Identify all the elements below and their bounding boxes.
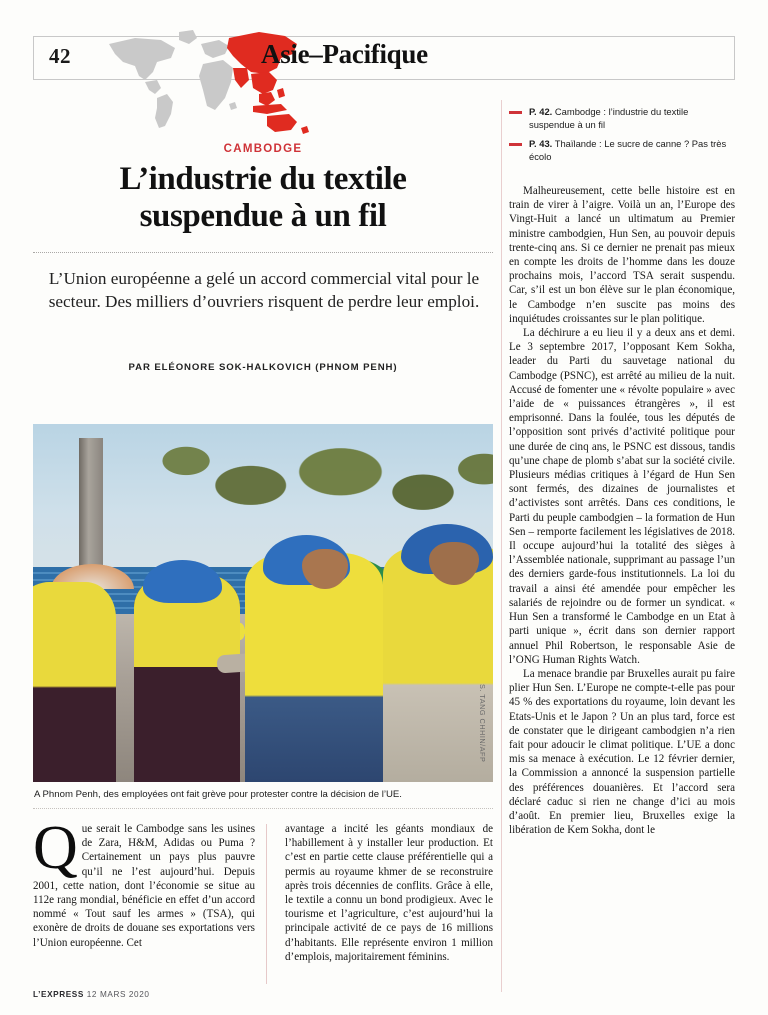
body-paragraph: La menace brandie par Bruxelles aurait pu faire plier Hun Sen. L’Europe ne compte-t-elle pas pour 45 % des exportations du royaume, loin devant les Etats-Unis et le Japon ? Un an plus tard, force est de constater que le dirigeant cambodgien n’a rien fait pour adoucir le climat politique. L’UE a donc mis sa menace à exécution. Le 12 février dernier, la Commission a annoncé la suspension partielle des préférences douanières. Et l’accord sera déclaré caduc si rien ne change d’ici au mois d’août. En premier lieu, Bruxelles exige la libération de Kem Sokha, dont le [509,667,735,837]
page-number: 42 [49,44,71,68]
body-column-1 [33,814,255,950]
dash-icon [509,111,522,114]
body-paragraph: La déchirure a eu lieu il y a deux ans et demi. Le 3 septembre 2017, l’opposant Kem Sokha, leader du Parti du sauvetage national du Cambodge (PSNC), est arrêté au milieu de la nuit. Accusé de fomenter une « révolte populaire » avec l’aide de « puissances étrangères », il est emprisonné. Dans la foulée, tous les députés de l’opposition sont privés d’activité politique pour une durée de cinq ans, le PSNC est dissous, tandis qu’une chape de plomb s’abat sur la société civile. Plusieurs médias critiques à l’égard de Hun Sen sont fermés, des dizaines de journalistes et d’activistes sont arrêtés. Dans ces conditions, le Parti du peuple cambodgien – la formation de Hun Sen – remporte facilement les législatives de 2018. Il occupe aujourd’hui la totalité des sièges à l’Assemblée nationale, supprimant au passage l’un des derniers garde-fous institutionnels. La loi du travail a ainsi été amendée pour empêcher les salariés de rejoindre ou de former un syndicat. « Hun Sen a transformé le Cambodge en un Etat à parti unique », écrit dans son dernier rapport annuel Phil Robertson, le responsable Asie de l’ONG Human Rights Watch. [509,327,735,666]
photo-worker-right-body [383,546,493,782]
column-separator-bottom [266,824,267,984]
drop-cap: Q [33,814,78,882]
headline-line-1: L’industrie du textile [119,161,407,197]
page-title [33,161,493,236]
toc-item-label: Cambodge : l’industrie du textile suspendue à un fil [529,106,689,130]
toc-item-p43[interactable] [509,138,735,163]
toc-item-text [529,106,735,131]
body-text-col-1: ue serait le Cambodge sans les usines de Zara, H&M, Adidas ou Puma ? Certainement un pays plus pauvre qu’il ne l’est aujourd’hui. Depuis 2001, cette nation, dont l’économie se situe au 112e rang mondial, bénéficie en effet d’un accord nommé « Tout sauf les armes » (TSA), qui exonère de droits de douane ses exportations vers l’Union européenne. Cet [33,823,255,949]
article-standfirst: L’Union européenne a gelé un accord commercial vital pour le secteur. Des milliers d’ouvriers risquent de perdre leur emploi. [48,269,480,311]
footer-date: 12 MARS 2020 [86,990,150,999]
article-header [33,143,493,236]
body-text-col-2: avantage a incité les géants mondiaux de l’habillement à y installer leur production. Et c’est en partie cette clause préférentielle qui a permis au royaume khmer de se reconstruire après trois décennies de conflits. Grâce à elle, le textile a connu un bond prodigieux. Avec le tourisme et l’agriculture, c’est aujourd’hui la principale activité de ce pays de 16 millions d’habitants. Elle représente environ 1 million d’emplois, majoritairement féminins. [285,823,493,963]
headline-line-2: suspendue à un fil [139,198,387,235]
headline-divider [33,252,493,253]
photo-credit: S. TANG CHHIN/AFP [478,684,487,763]
dash-icon [509,143,522,146]
toc-item-label: Thaïlande : Le sucre de canne ? Pas très écolo [529,138,727,162]
body-column-2 [271,822,493,964]
body-paragraph: Malheureusement, cette belle histoire est en train de virer à l’aigre. Voilà un an, l’Europe des Vingt-Huit a lancé un ultimatum au Premier ministre cambodgien, Hun Sen, au pouvoir depuis trente-cinq ans. Si ce dernier ne prenait pas mieux en compte les droits de l’homme dans les douze prochains mois, l’accord TSA serait suspendu. Car, s’il est un bon élève sur le plan économique, le Cambodge n’en suscite pas moins des inquiétudes croissantes sur le plan politique. [509,185,735,325]
photo-worker-left-headscarf [143,560,221,603]
toc-item-ref: P. 42. [529,106,553,117]
photo-worker-center-body [245,553,383,782]
article-photo [33,424,493,782]
toc-item-text [529,138,735,163]
section-title: Asie–Pacifique [261,39,428,69]
toc-item-p42[interactable] [509,106,735,131]
article-kicker: CAMBODGE [223,143,303,155]
toc-item-ref: P. 43. [529,138,553,149]
article-byline: PAR ELÉONORE SOK-HALKOVICH (PHNOM PENH) [128,362,398,373]
photo-worker-far-left [33,582,116,782]
photo-caption: A Phnom Penh, des employées ont fait grève pour protester contre la décision de l’UE. [34,789,402,800]
masthead [33,36,735,84]
photo-image [33,424,493,782]
column-separator-right [501,100,502,992]
page-footer [33,990,150,999]
body-column-3 [509,184,735,837]
footer-publication: L’EXPRESS [33,990,84,999]
caption-divider [33,808,493,809]
table-of-contents [509,106,735,170]
